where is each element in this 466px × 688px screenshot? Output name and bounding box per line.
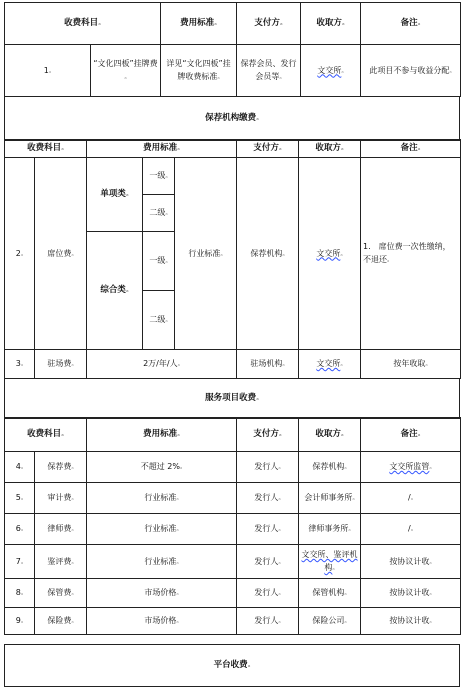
fee-standard: 2万/年/人ₐ [87, 350, 237, 379]
cell-end-mark: ₐ [20, 590, 24, 597]
header-payer: 支付方ₐ [237, 418, 299, 452]
fee-standard: 市场价格ₐ [87, 579, 237, 608]
category-combined: 综合类ₐ [87, 232, 143, 350]
cell-end-mark: ₐ [48, 67, 52, 75]
cell-end-mark: ₐ [20, 361, 24, 368]
service-section-title-table [4, 378, 460, 419]
listing-fee-table [4, 2, 461, 97]
cell-end-mark: ₐ [340, 250, 343, 258]
cell-end-mark: ₐ [417, 145, 421, 152]
cell-end-mark: ₐ [71, 361, 74, 368]
table-header-row [5, 418, 461, 452]
cell-end-mark: ₐ [71, 250, 74, 258]
fee-standard: 行业标准ₐ [175, 158, 237, 350]
cell-end-mark: ₐ [214, 20, 217, 27]
fee-item: 保管费ₐ [35, 579, 87, 608]
header-fee-standard: 费用标准ₐ [87, 418, 237, 452]
payer: 保荐机构ₐ [237, 158, 299, 350]
fee-item: 保荐费ₐ [35, 452, 87, 483]
header-receiver: 收取方ₐ [301, 3, 361, 45]
cell-end-mark: ₐ [20, 495, 24, 502]
cell-end-mark: ₐ [429, 618, 432, 625]
cell-end-mark: ₐ [124, 74, 127, 81]
cell-end-mark: ₐ [177, 361, 180, 368]
fee-item: 保险费ₐ [35, 608, 87, 635]
cell-end-mark: ₐ [177, 431, 180, 438]
sponsor-fee-table [4, 139, 461, 379]
cell-end-mark: ₐ [165, 173, 168, 180]
cell-end-mark: ₐ [165, 210, 168, 217]
note: /ₐ [361, 514, 461, 545]
cell-end-mark: ₐ [176, 558, 179, 566]
fee-item: 驻场费ₐ [35, 350, 87, 379]
cell-end-mark: ₐ [340, 361, 343, 368]
table-row [5, 158, 461, 195]
note: 按协议计收ₐ [361, 545, 461, 579]
cell-end-mark: ₐ [278, 495, 281, 502]
cell-end-mark: ₐ [332, 565, 335, 572]
header-receiver: 收取方ₐ [299, 418, 361, 452]
cell-end-mark: ₐ [340, 145, 344, 152]
cell-end-mark: ₐ [344, 618, 347, 625]
fee-standard: 行业标准ₐ [87, 545, 237, 579]
cell-end-mark: ₐ [278, 590, 281, 597]
cell-end-mark: ₐ [429, 590, 432, 597]
note [361, 452, 461, 483]
cell-end-mark: ₐ [341, 20, 345, 27]
header-receiver: 收取方ₐ [299, 140, 361, 158]
fee-item: 律师费ₐ [35, 514, 87, 545]
level-label: 二级ₐ [143, 195, 175, 232]
cell-end-mark: ₐ [61, 431, 64, 438]
cell-end-mark: ₐ [279, 20, 283, 27]
receiver: 保荐机构ₐ [299, 452, 361, 483]
cell-end-mark: ₐ [417, 20, 421, 27]
row-number: 4ₐ [5, 452, 35, 483]
cell-end-mark: ₐ [176, 495, 179, 502]
row-number: 8ₐ [5, 579, 35, 608]
table-row [5, 45, 461, 97]
row-number: 7ₐ [5, 545, 35, 579]
cell-end-mark: ₐ [61, 145, 64, 152]
note: 此项目不参与收益分配ₐ [361, 45, 461, 97]
receiver [299, 158, 361, 350]
section-title: 平台收费ₐ [5, 645, 460, 687]
receiver: 保管机构ₐ [299, 579, 361, 608]
header-fee-item: 收费科目ₐ [5, 418, 87, 452]
cell-end-mark: ₐ [217, 74, 220, 81]
fee-item: 审计费ₐ [35, 483, 87, 514]
note: 按协议计收ₐ [361, 579, 461, 608]
cell-end-mark: ₐ [278, 464, 281, 471]
receiver: 保险公司ₐ [299, 608, 361, 635]
header-payer: 支付方ₐ [237, 140, 299, 158]
cell-end-mark: ₐ [279, 74, 282, 81]
header-fee-standard: 费用标准ₐ [87, 140, 237, 158]
row-number: 6ₐ [5, 514, 35, 545]
note: 1. 席位费一次性缴纳，不退还ₐ [361, 158, 461, 350]
receiver [301, 45, 361, 97]
row-number: 1ₐ [5, 45, 91, 97]
cell-end-mark: ₐ [20, 250, 24, 258]
cell-end-mark: ₐ [429, 464, 432, 471]
level-label: 一级ₐ [143, 232, 175, 291]
fee-item: 鉴评费ₐ [35, 545, 87, 579]
fee-standard: 不超过 2%ₐ [87, 452, 237, 483]
cell-end-mark: ₐ [176, 526, 179, 533]
fee-standard: 详见“文化四板”挂牌收费标准ₐ [161, 45, 237, 97]
header-payer: 支付方ₐ [237, 3, 301, 45]
row-number: 9ₐ [5, 608, 35, 635]
payer: 发行人ₐ [237, 579, 299, 608]
cell-end-mark: ₐ [125, 191, 129, 198]
level-label: 一级ₐ [143, 158, 175, 195]
service-fee-table [4, 417, 461, 635]
cell-end-mark: ₐ [71, 464, 74, 471]
cell-end-mark: ₐ [352, 495, 355, 502]
receiver-text: 文交所 [316, 248, 341, 258]
cell-end-mark: ₐ [282, 361, 285, 368]
cell-end-mark: ₐ [71, 526, 74, 533]
note: 按年收取ₐ [361, 350, 461, 379]
note: /ₐ [361, 483, 461, 514]
payer: 发行人ₐ [237, 608, 299, 635]
receiver: 律师事务所ₐ [299, 514, 361, 545]
cell-end-mark: ₐ [20, 464, 24, 471]
header-fee-item: 收费科目ₐ [5, 3, 161, 45]
table-row [5, 514, 461, 545]
fee-item: “文化四板”挂牌费ₐ [91, 45, 161, 97]
level-label: 二级ₐ [143, 291, 175, 350]
payer: 保荐会员、发行会员等ₐ [237, 45, 301, 97]
cell-end-mark: ₐ [20, 558, 24, 566]
receiver: 会计师事务所ₐ [299, 483, 361, 514]
receiver [299, 545, 361, 579]
table-row [5, 452, 461, 483]
platform-section-title-table [4, 644, 460, 687]
sponsor-section-title-table [4, 96, 460, 141]
receiver-text: 文交所 [316, 359, 341, 368]
cell-end-mark: ₐ [387, 257, 390, 264]
fee-document [4, 2, 460, 688]
table-header-row [5, 3, 461, 45]
section-title: 服务项目收费ₐ [5, 379, 460, 419]
payer: 驻场机构ₐ [237, 350, 299, 379]
cell-end-mark: ₐ [278, 431, 282, 438]
table-row [5, 483, 461, 514]
header-fee-item: 收费科目ₐ [5, 140, 87, 158]
fee-item: 席位费ₐ [35, 158, 87, 350]
cell-end-mark: ₐ [410, 526, 414, 533]
cell-end-mark: ₐ [71, 495, 74, 502]
cell-end-mark: ₐ [177, 145, 180, 152]
cell-end-mark: ₐ [410, 495, 414, 502]
table-row [5, 608, 461, 635]
cell-end-mark: ₐ [348, 526, 351, 533]
header-fee-standard: 费用标准ₐ [161, 3, 237, 45]
payer: 发行人ₐ [237, 483, 299, 514]
cell-end-mark: ₐ [125, 287, 129, 294]
header-note: 备注ₐ [361, 140, 461, 158]
fee-standard: 行业标准ₐ [87, 514, 237, 545]
payer: 发行人ₐ [237, 514, 299, 545]
cell-end-mark: ₐ [340, 431, 344, 438]
cell-end-mark: ₐ [20, 618, 24, 625]
cell-end-mark: ₐ [417, 431, 421, 438]
cell-end-mark: ₐ [344, 590, 347, 597]
cell-end-mark: ₐ [341, 67, 344, 75]
cell-end-mark: ₐ [179, 464, 183, 471]
cell-end-mark: ₐ [449, 67, 452, 75]
cell-end-mark: ₐ [278, 526, 281, 533]
cell-end-mark: ₐ [165, 317, 168, 324]
header-note: 备注ₐ [361, 3, 461, 45]
cell-end-mark: ₐ [176, 618, 179, 625]
cell-end-mark: ₐ [256, 115, 259, 122]
cell-end-mark: ₐ [71, 590, 74, 597]
fee-standard: 行业标准ₐ [87, 483, 237, 514]
cell-end-mark: ₐ [278, 558, 281, 566]
cell-end-mark: ₐ [220, 250, 223, 258]
cell-end-mark: ₐ [20, 526, 24, 533]
cell-end-mark: ₐ [71, 558, 74, 566]
note: 按协议计收ₐ [361, 608, 461, 635]
row-number: 5ₐ [5, 483, 35, 514]
cell-end-mark: ₐ [278, 145, 282, 152]
table-row [5, 545, 461, 579]
header-note: 备注ₐ [361, 418, 461, 452]
table-header-row [5, 140, 461, 158]
cell-end-mark: ₐ [256, 395, 259, 402]
cell-end-mark: ₐ [425, 361, 428, 368]
cell-end-mark: ₐ [278, 618, 281, 625]
receiver [299, 350, 361, 379]
cell-end-mark: ₐ [98, 20, 101, 27]
cell-end-mark: ₐ [71, 618, 74, 625]
category-single: 单项类ₐ [87, 158, 143, 232]
note-text: 文交所监管 [389, 462, 430, 471]
cell-end-mark: ₐ [247, 662, 251, 669]
cell-end-mark: ₐ [429, 558, 432, 566]
table-row [5, 350, 461, 379]
payer: 发行人ₐ [237, 545, 299, 579]
cell-end-mark: ₐ [176, 590, 179, 597]
receiver-text: 文交所、鉴评机构 [301, 550, 358, 572]
cell-end-mark: ₐ [344, 464, 347, 471]
section-title: 保荐机构缴费ₐ [5, 97, 460, 141]
table-row [5, 579, 461, 608]
receiver-text: 文交所 [317, 65, 342, 75]
cell-end-mark: ₐ [282, 250, 285, 258]
cell-end-mark: ₐ [165, 258, 168, 265]
payer: 发行人ₐ [237, 452, 299, 483]
fee-standard: 市场价格ₐ [87, 608, 237, 635]
row-number: 3ₐ [5, 350, 35, 379]
row-number: 2ₐ [5, 158, 35, 350]
